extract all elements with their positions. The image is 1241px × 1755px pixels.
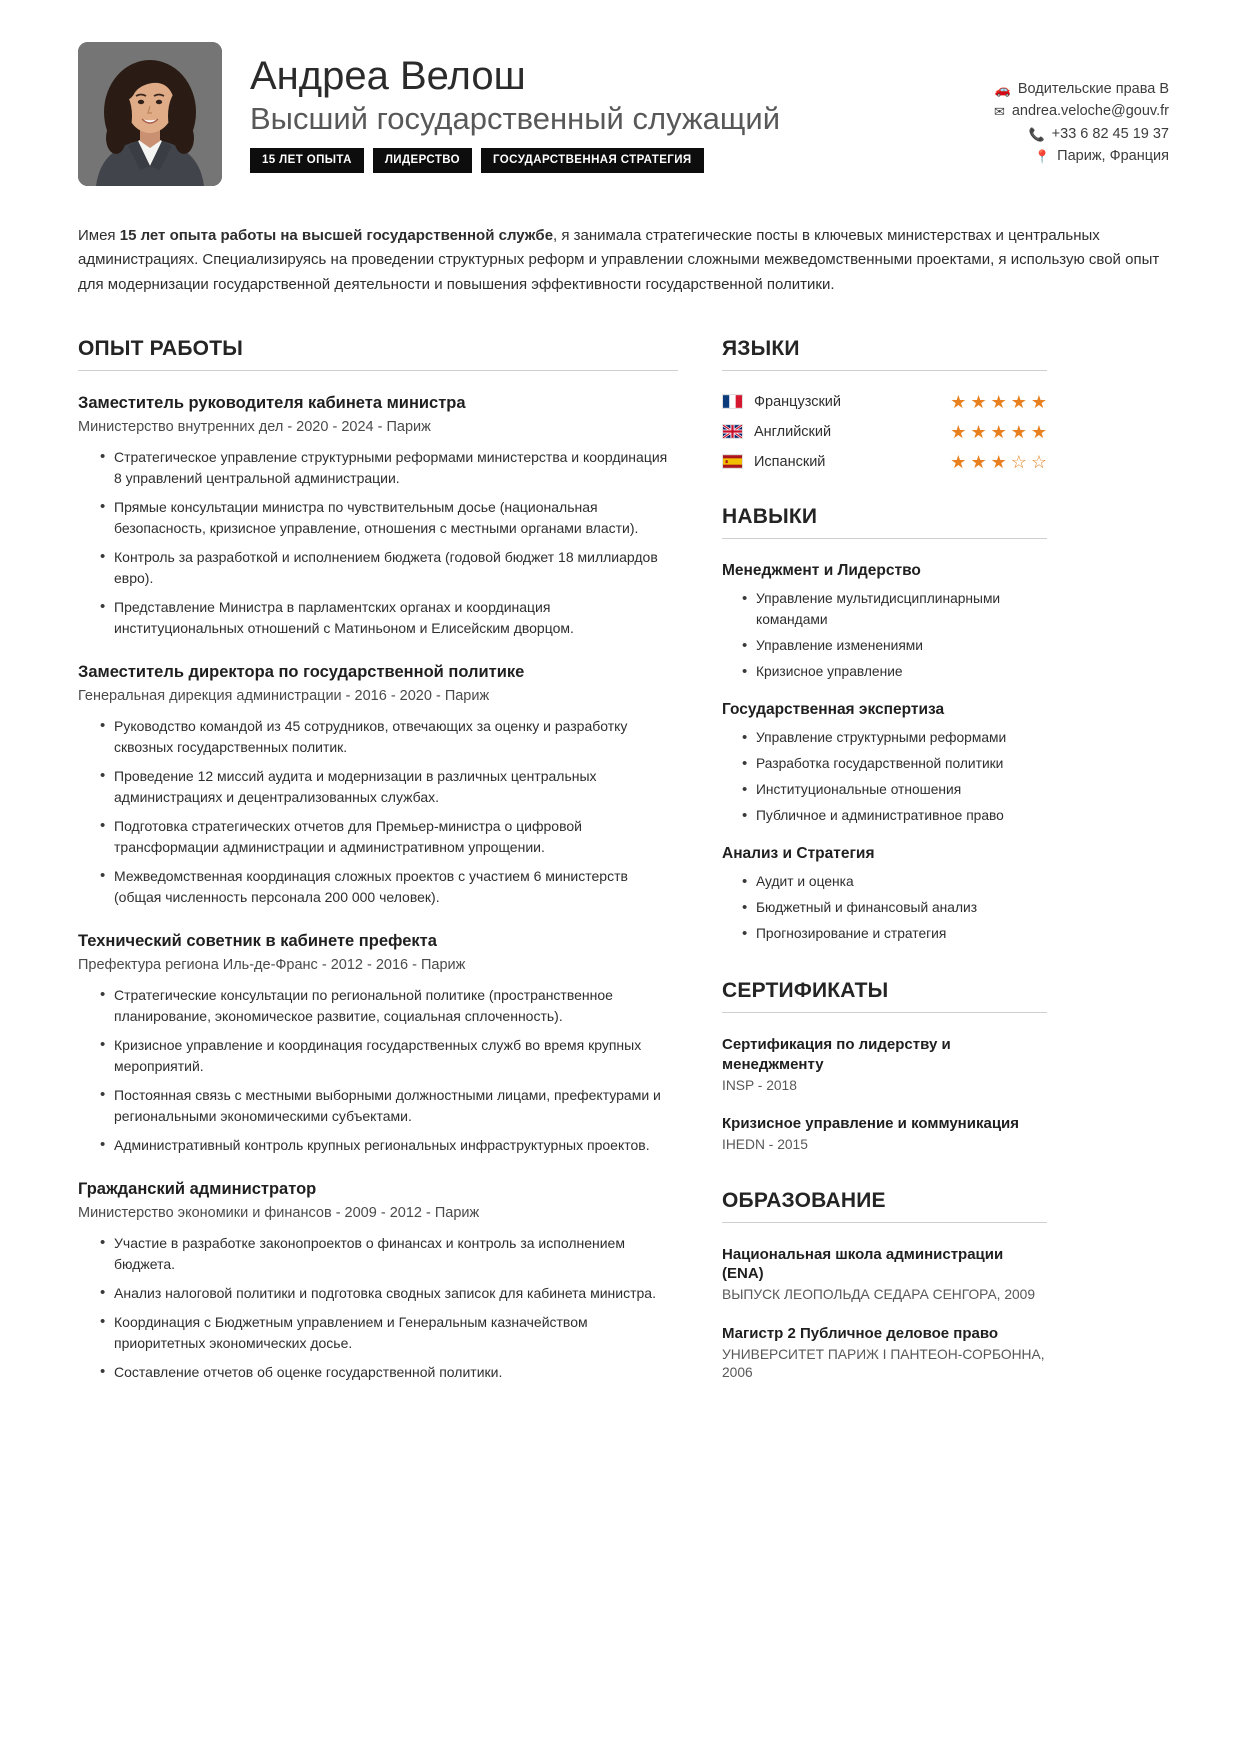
email-icon: ✉ [993,104,1005,120]
list-item: • Управление изменениями [742,636,1047,657]
location-pin-icon: 📍 [1033,149,1051,165]
experience-item [78,931,678,1156]
education-title: Магистр 2 Публичное деловое право [722,1324,999,1342]
list-item: • Прогнозирование и стратегия [742,924,1047,945]
certificate-sub: INSP - 2018 [722,1077,797,1093]
language-rating [950,393,1047,411]
contact-row-phone[interactable] [994,123,1169,145]
driving-licence-text: Водительские права B [1017,81,1169,97]
skill-items [722,872,1047,945]
education-title: Национальная школа администрации (ENA) [722,1245,1004,1283]
page-title: Андреа Велош [250,54,526,98]
location-text: Париж, Франция [1057,148,1169,165]
star-filled-icon: ★ [970,451,987,472]
language-name: Французский [754,393,841,410]
experience-item [78,393,678,639]
language-item-english [722,423,1047,441]
star-filled-icon: ★ [1010,421,1027,442]
experience-role: Технический советник в кабинете префекта [78,931,437,950]
certificate-item [722,1114,1047,1154]
section-title-experience: ОПЫТ РАБОТЫ [78,336,243,360]
star-filled-icon: ★ [970,391,987,412]
list-item: • Управление структурными реформами [742,728,1047,749]
star-empty-icon: ☆ [1010,451,1027,472]
list-item: • Анализ налоговой политики и подготовка сводных записок для кабинета министра. [100,1283,678,1304]
list-item: • Аудит и оценка [742,872,1047,893]
education-sub: УНИВЕРСИТЕТ ПАРИЖ I ПАНТЕОН-СОРБОННА, 2006 [722,1346,1045,1381]
experience-role: Заместитель директора по государственной политике [78,662,525,681]
experience-meta: Префектура региона Иль-де-Франс - 2012 - 2016 - Париж [78,957,466,974]
star-filled-icon: ★ [990,421,1007,442]
star-filled-icon: ★ [1030,421,1047,442]
phone-icon: 📞 [1028,126,1045,142]
section-title-languages: ЯЗЫКИ [722,336,800,360]
list-item: • Подготовка стратегических отчетов для Премьер-министра о цифровой трансформации администрации и административном упрощении. [100,816,678,858]
summary-after: , я занимала стратегические посты в ключевых министерствах и центральных администрациях. Специализируясь на проведении структурных реформ и управлении сложными межведомственными проектами, я использую свой опыт для модернизации государственной деятельности и повышения эффективности государственной политики. [78,227,1160,293]
flag-spain-icon [722,454,743,469]
divider [78,370,678,371]
education-item [722,1245,1047,1305]
divider [722,538,1047,539]
star-filled-icon: ★ [950,451,967,472]
list-item: • Управление мультидисциплинарными командами [742,589,1047,631]
list-item: • Постоянная связь с местными выборными должностными лицами, префектурами и региональными экономическими субъектами. [100,1085,678,1127]
language-name: Английский [754,423,832,440]
skill-group-title: Менеджмент и Лидерство [722,561,921,579]
experience-bullets [78,447,678,639]
section-title-certificates: СЕРТИФИКАТЫ [722,978,889,1002]
list-item: • Координация с Бюджетным управлением и Генеральным казначейством приоритетных экономических досье. [100,1312,678,1354]
education-sub: ВЫПУСК ЛЕОПОЛЬДА СЕДАРА СЕНГОРА, 2009 [722,1287,1036,1303]
profile-photo [78,42,222,186]
language-name: Испанский [754,453,826,470]
contact-row-email[interactable] [994,100,1169,122]
experience-meta: Министерство внутренних дел - 2020 - 2024 - Париж [78,419,431,436]
list-item: • Составление отчетов об оценке государственной политики. [100,1362,678,1383]
list-item: • Проведение 12 миссий аудита и модернизации в различных центральных администрациях и децентрализованных службах. [100,766,678,808]
contact-block [994,78,1169,168]
list-item: • Кризисное управление [742,662,1047,683]
language-item-spanish [722,453,1047,471]
list-item: • Бюджетный и финансовый анализ [742,898,1047,919]
star-filled-icon: ★ [1030,391,1047,412]
experience-meta: Министерство экономики и финансов - 2009 - 2012 - Париж [78,1205,480,1222]
skill-group-title: Государственная экспертиза [722,700,945,718]
list-item: • Стратегическое управление структурными реформами министерства и координация 8 управлений центральной администрации. [100,447,678,489]
skill-items [722,589,1047,683]
experience-role: Заместитель руководителя кабинета министра [78,393,466,412]
experience-bullets [78,716,678,908]
certificate-title: Кризисное управление и коммуникация [722,1115,1020,1133]
experience-item [78,662,678,908]
star-filled-icon: ★ [970,421,987,442]
star-filled-icon: ★ [990,451,1007,472]
phone-text[interactable]: +33 6 82 45 19 37 [1051,125,1169,142]
profile-summary [78,224,1168,297]
status-badge: 15 ЛЕТ ОПЫТА [250,148,364,173]
language-rating [950,453,1047,471]
divider [722,1012,1047,1013]
resume-body [78,337,1169,1406]
car-icon: 🚗 [994,81,1011,97]
experience-item [78,1179,678,1383]
list-item: • Прямые консультации министра по чувствительным досье (национальная безопасность, кризисное управление, отношения с местными органами власти). [100,497,678,539]
status-badge: ГОСУДАРСТВЕННАЯ СТРАТЕГИЯ [481,148,704,173]
skill-group-public-expertise [722,700,1047,827]
section-title-education: ОБРАЗОВАНИЕ [722,1188,886,1212]
certificate-title: Сертификация по лидерству и менеджменту [722,1035,951,1073]
list-item: • Стратегические консультации по региональной политике (пространственное планирование, экономическое развитие, социальная сплоченность). [100,985,678,1027]
skill-items [722,728,1047,827]
star-filled-icon: ★ [990,391,1007,412]
email-text[interactable]: andrea.veloche@gouv.fr [1011,103,1169,120]
section-title-skills: НАВЫКИ [722,504,818,528]
list-item: • Контроль за разработкой и исполнением бюджета (годовой бюджет 18 миллиардов евро). [100,547,678,589]
star-empty-icon: ☆ [1030,451,1047,472]
skill-group-title: Анализ и Стратегия [722,844,875,862]
list-item: • Участие в разработке законопроектов о финансах и контроль за исполнением бюджета. [100,1233,678,1275]
list-item: • Представление Министра в парламентских органах и координация институциональных отношений с Матиньоном и Елисейским дворцом. [100,597,678,639]
star-filled-icon: ★ [950,391,967,412]
education-item [722,1324,1047,1383]
language-rating [950,423,1047,441]
divider [722,1222,1047,1223]
language-item-french [722,393,1047,411]
list-item: • Межведомственная координация сложных проектов с участием 6 министерств (общая численность персонала 200 000 человек). [100,866,678,908]
experience-meta: Генеральная дирекция администрации - 2016 - 2020 - Париж [78,688,490,705]
divider [722,370,1047,371]
skill-group-management [722,561,1047,683]
skill-group-analysis-strategy [722,844,1047,945]
list-item: • Руководство командой из 45 сотрудников, отвечающих за оценку и разработку сквозных государственных политик. [100,716,678,758]
summary-highlight: 15 лет опыта работы на высшей государственной службе [119,227,554,244]
flag-france-icon [722,394,743,409]
star-filled-icon: ★ [1010,391,1027,412]
list-item: • Публичное и административное право [742,806,1047,827]
sidebar-column [722,337,1047,1402]
flag-uk-icon [722,424,743,439]
experience-column [78,337,678,1406]
status-badge: ЛИДЕРСТВО [373,148,472,173]
experience-bullets [78,985,678,1156]
certificate-item [722,1035,1047,1095]
list-item: • Институциональные отношения [742,780,1047,801]
resume-header [78,42,1169,192]
experience-bullets [78,1233,678,1383]
list-item: • Кризисное управление и координация государственных служб во время крупных мероприятий. [100,1035,678,1077]
contact-row-driving-licence [994,78,1169,100]
certificate-sub: IHEDN - 2015 [722,1136,808,1152]
summary-before: Имея [78,227,120,244]
contact-row-location [994,145,1169,167]
list-item: • Разработка государственной политики [742,754,1047,775]
job-title: Высший государственный служащий [250,100,781,136]
star-filled-icon: ★ [950,421,967,442]
list-item: • Административный контроль крупных региональных инфраструктурных проектов. [100,1135,678,1156]
experience-role: Гражданский администратор [78,1179,317,1198]
